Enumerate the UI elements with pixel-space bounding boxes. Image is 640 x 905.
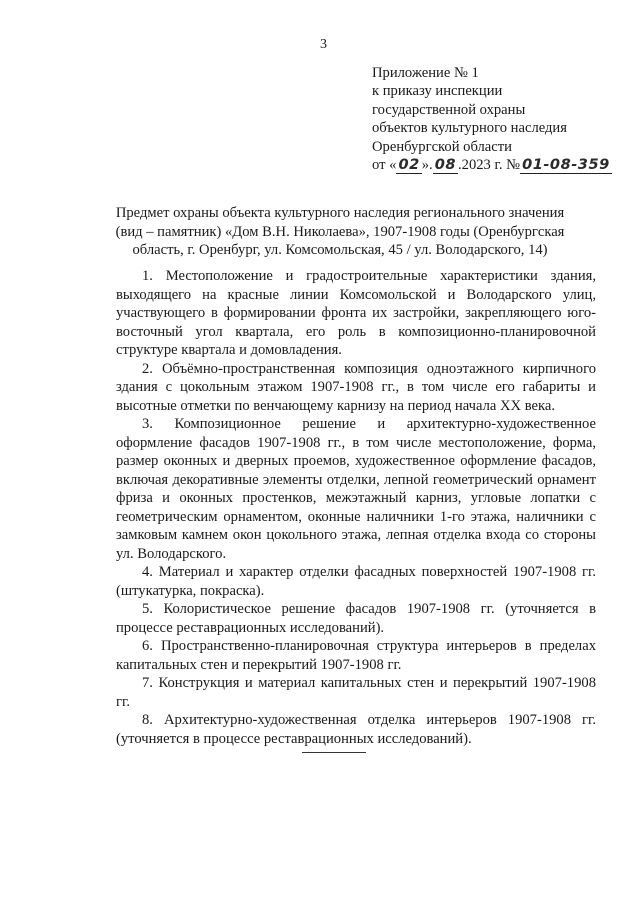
- list-item: [116, 267, 596, 360]
- appendix-line: Оренбургской области: [372, 138, 512, 155]
- item-number: 4.: [142, 564, 153, 580]
- page-number: 3: [320, 37, 327, 52]
- list-item: [116, 637, 596, 674]
- subject-line: область, г. Оренбург, ул. Комсомольская, 45 / ул. Володарского, 14): [132, 242, 548, 259]
- date-year: .2023 г. №: [458, 157, 521, 174]
- appendix-line: к приказу инспекции: [372, 83, 503, 100]
- order-date-line: [372, 156, 622, 174]
- item-number: 1.: [142, 268, 153, 284]
- item-text: Местоположение и градостроительные характеристики здания, выходящего на красные линии Комсомольской и Володарского улиц, участвующего в формировании фронта их застройки, закрепляющего юго-восточный угол квартала, его роль в композиционно-планировочной структуре квартала и домовладения.: [116, 268, 596, 358]
- handwritten-month: 08: [434, 156, 457, 174]
- list-item: [116, 415, 596, 563]
- item-number: 5.: [142, 601, 153, 617]
- item-text: Композиционное решение и архитектурно-художественное оформление фасадов 1907-1908 гг., в том числе местоположение, форма, размер оконных и дверных проемов, художественное оформление фасадов, включая декоративные элементы отделки, лепной геометрический орнамент фриза и оконных простенков, межэтажный карниз, угловые лопатки с геометрическим орнаментом, оконные наличники 1-го этажа, наличники с замковым камнем окон цокольного этажа, лепная отделка входа со стороны ул. Володарского.: [116, 416, 596, 562]
- item-text: Пространственно-планировочная структура интерьеров в пределах капитальных стен и перекрытий 1907-1908 гг.: [116, 638, 596, 673]
- appendix-line: государственной охраны: [372, 101, 526, 118]
- list-item: [116, 360, 596, 416]
- document-subject-title: [96, 204, 584, 260]
- item-number: 6.: [142, 638, 153, 654]
- handwritten-order-number: 01-08-359: [522, 156, 610, 174]
- handwritten-day: 02: [398, 156, 420, 174]
- item-text: Архитектурно-художественная отделка интерьеров 1907-1908 гг. (уточняется в процессе реставрационных исследований).: [116, 712, 597, 747]
- appendix-title: Приложение № 1: [372, 65, 479, 81]
- list-item: [116, 563, 596, 600]
- list-item: [116, 674, 596, 711]
- list-item: [116, 600, 596, 637]
- date-prefix: от «: [372, 157, 397, 174]
- item-number: 8.: [142, 712, 153, 728]
- subject-line: Предмет охраны объекта культурного наследия регионального значения: [115, 205, 565, 221]
- item-number: 3.: [142, 416, 153, 432]
- appendix-header: [372, 64, 622, 174]
- appendix-line: объектов культурного наследия: [372, 120, 567, 137]
- list-item: [116, 711, 596, 748]
- end-divider-line: [302, 752, 366, 753]
- item-number: 2.: [142, 360, 153, 377]
- item-text: Материал и характер отделки фасадных поверхностей 1907-1908 гг. (штукатурка, покраска).: [116, 564, 596, 599]
- subject-line: (вид – памятник) «Дом В.Н. Николаева», 1907-1908 годы (Оренбургская: [115, 223, 565, 240]
- protection-items-list: [116, 267, 596, 748]
- item-number: 7.: [142, 675, 153, 691]
- item-text: Колористическое решение фасадов 1907-1908 гг. (уточняется в процессе реставрационных исследований).: [116, 601, 596, 636]
- date-separator: ».: [421, 157, 433, 174]
- item-text: Объёмно-пространственная композиция одноэтажного кирпичного здания с цокольным этажом 1907-1908 гг., в том числе его габариты и высотные отметки по венчающему карнизу на период начала XX века.: [116, 360, 596, 414]
- item-text: Конструкция и материал капитальных стен и перекрытий 1907-1908 гг.: [116, 675, 596, 710]
